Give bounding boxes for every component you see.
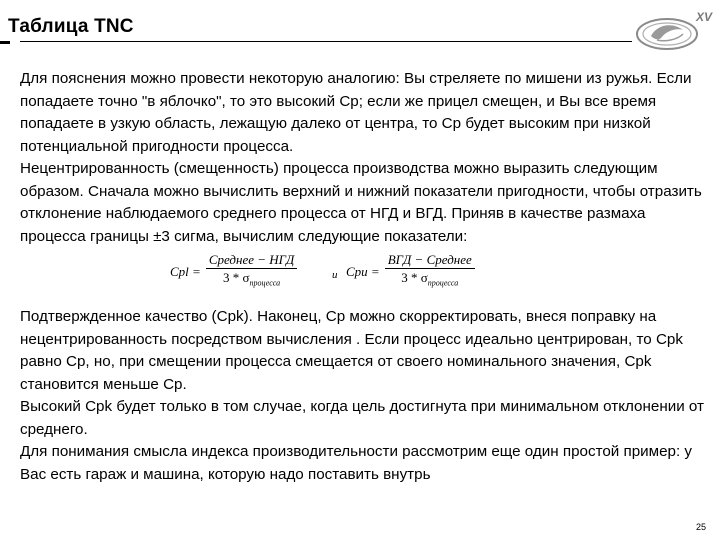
page-number: 25 <box>696 522 707 532</box>
formula-cpl-subscript: процесса <box>249 278 281 288</box>
slide-body <box>20 68 710 486</box>
formula-cpl-numerator: Среднее − НГД <box>206 252 298 269</box>
formula-cpl-fraction <box>206 252 298 291</box>
header-rule <box>20 41 632 42</box>
formula-cpu <box>346 252 475 291</box>
formula-cpl-denominator <box>220 269 283 291</box>
formula-cpl <box>170 252 297 291</box>
paragraph-analogy: Для пояснения можно провести некоторую аналогию: Вы стреляете по мишени из ружья. Если попадаете точно "в яблочко", то это высокий Cp; если же прицел смещен, и Вы все время попадаете в узкую область, лежащую далеко от центра, то Cp будет высоким при низкой потенциальной пригодности процесса. <box>20 70 692 155</box>
formula-cpu-denominator <box>398 269 461 291</box>
formula-cpu-denominator-text: 3 * σ <box>401 270 428 285</box>
formula-cpu-numerator: ВГД − Среднее <box>385 252 475 269</box>
slide-title: Таблица TNC <box>8 16 134 37</box>
formula-cpl-denominator-text: 3 * σ <box>223 270 250 285</box>
paragraph-cpk: Подтвержденное качество (Cpk). Наконец, Cp можно скорректировать, внеся поправку на нецентрированность посредством вычисления . Если процесс идеально центрирован, то Cpk равно Cp, но, при смещении процесса смещается от своего номинального значения, Cpk становится меньше Cp. <box>20 308 683 393</box>
header-rule-accent <box>0 41 10 44</box>
logo-tag: XV <box>696 10 713 24</box>
formula-row <box>20 248 710 306</box>
formula-cpu-lhs: Cpu = <box>346 263 380 279</box>
formula-cpl-lhs: Cpl = <box>170 263 201 279</box>
formula-conjunction: и <box>332 269 338 281</box>
paragraph-garage-example: Для понимания смысла индекса производительности рассмотрим еще один простой пример: у Вас есть гараж и машина, которую надо поставить внутрь <box>20 443 693 483</box>
formula-cpu-subscript: процесса <box>427 278 459 288</box>
paragraph-high-cpk: Высокий Cpk будет только в том случае, когда цель достигнута при минимальном отклонении от среднего. <box>20 398 704 438</box>
paragraph-offcenter: Нецентрированность (смещенность) процесса производства можно выразить следующим образом. Сначала можно вычислить верхний и нижний показатели пригодности, чтобы отразить отклонение наблюдаемого среднего процесса от НГД и ВГД. Приняв в качестве размаха процесса границы ±3 сигма, вычислим следующие показатели: <box>20 160 702 245</box>
formula-cpu-fraction <box>385 252 475 291</box>
